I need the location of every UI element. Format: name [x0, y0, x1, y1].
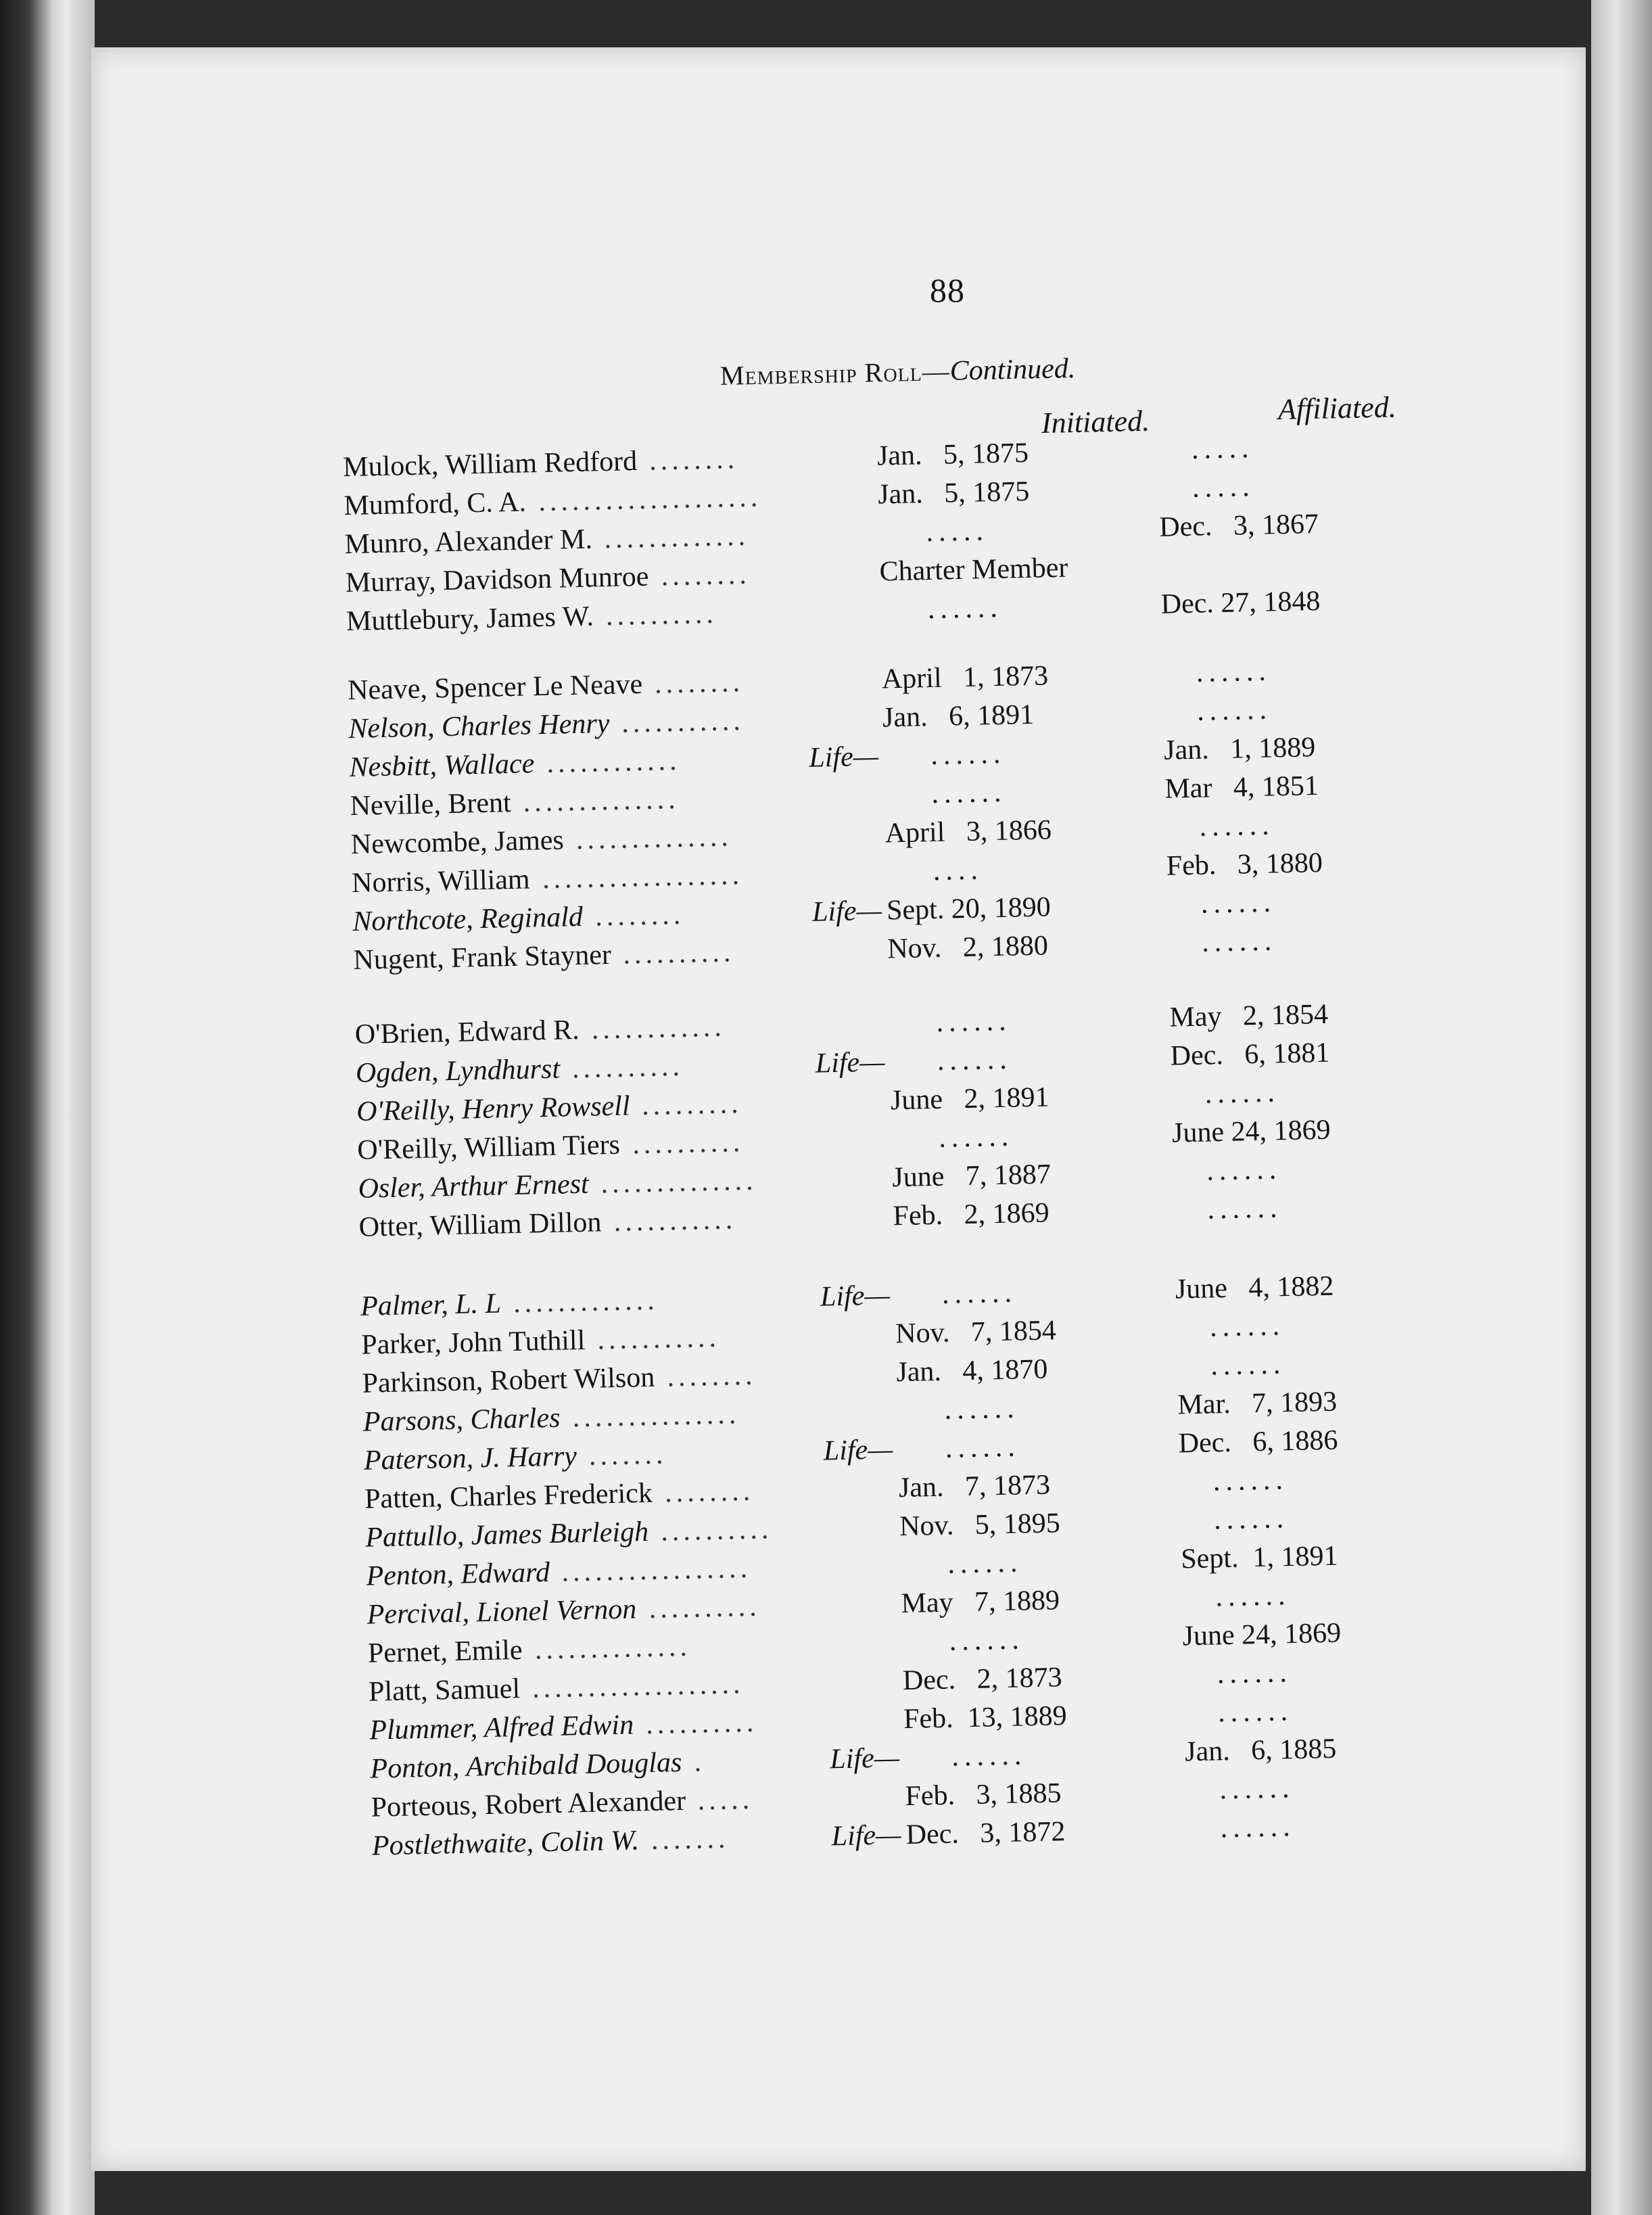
dot-leader: . — [693, 1746, 706, 1778]
member-name: Murray, Davidson Munroe — [345, 561, 649, 599]
affiliated-date: Dec. 27, 1848 — [1160, 585, 1321, 620]
affiliated-date: Dec. 6, 1886 — [1178, 1424, 1338, 1460]
affiliated-date: Jan. 1, 1889 — [1163, 732, 1316, 766]
initiated-date: ..... — [925, 515, 989, 549]
initiated-date: ...... — [951, 1740, 1027, 1773]
initiated-date: ...... — [947, 1547, 1023, 1580]
affiliated-date: June 4, 1882 — [1175, 1270, 1334, 1305]
dot-leader: ........... — [613, 1204, 737, 1238]
member-name: Parsons, Charles — [362, 1402, 561, 1438]
member-name: Paterson, J. Harry — [363, 1441, 577, 1476]
column-header-affiliated: Affiliated. — [1277, 390, 1397, 426]
dot-leader: .......... — [622, 937, 735, 971]
initiated-date: ...... — [949, 1624, 1025, 1657]
affiliated-date: ...... — [1213, 1503, 1290, 1536]
member-name: Nesbitt, Wallace — [349, 748, 535, 783]
affiliated-date: Feb. 3, 1880 — [1166, 847, 1323, 882]
affiliated-date: Sept. 1, 1891 — [1180, 1540, 1338, 1575]
life-member-mark: Life— — [815, 1046, 885, 1079]
initiated-date: Jan. 5, 1875 — [876, 437, 1029, 472]
affiliated-date: ...... — [1209, 1310, 1285, 1343]
affiliated-date: ...... — [1200, 887, 1277, 920]
affiliated-date: Jan. 6, 1885 — [1184, 1733, 1337, 1768]
initiated-date: ...... — [941, 1277, 1018, 1310]
page-edge — [1591, 0, 1652, 2215]
affiliated-date: ...... — [1206, 1154, 1282, 1187]
affiliated-date: ...... — [1207, 1192, 1283, 1226]
dot-leader: ........ — [654, 666, 745, 700]
initiated-date: Jan. 6, 1891 — [882, 699, 1035, 734]
affiliated-date: ...... — [1204, 1077, 1281, 1110]
dot-leader: ................. — [561, 1552, 752, 1588]
member-name: Pernet, Emile — [367, 1634, 523, 1669]
dot-leader: .......... — [571, 1050, 684, 1085]
affiliated-date: ...... — [1215, 1580, 1291, 1613]
life-member-mark: Life— — [808, 741, 879, 774]
initiated-date: Jan. 5, 1875 — [877, 475, 1030, 511]
initiated-date: Nov. 7, 1854 — [895, 1315, 1057, 1350]
initiated-date: ...... — [945, 1431, 1021, 1464]
affiliated-date: ...... — [1217, 1657, 1293, 1690]
dot-leader: .............. — [600, 1165, 757, 1200]
column-header-initiated: Initiated. — [1041, 404, 1150, 440]
member-name: Munro, Alexander M. — [344, 523, 593, 561]
member-name: Plummer, Alfred Edwin — [369, 1709, 634, 1746]
dot-leader: .............. — [575, 821, 733, 856]
dot-leader: ........... — [596, 1322, 721, 1356]
dot-leader: ............... — [572, 1399, 740, 1434]
affiliated-date: ...... — [1199, 810, 1275, 843]
affiliated-date: ...... — [1201, 925, 1277, 958]
initiated-date: ...... — [938, 1121, 1014, 1154]
life-member-mark: Life— — [820, 1280, 891, 1313]
initiated-date: ...... — [944, 1393, 1020, 1426]
initiated-date: Nov. 2, 1880 — [887, 930, 1049, 965]
dot-leader: ......... — [641, 1088, 743, 1122]
affiliated-date: ...... — [1212, 1464, 1289, 1497]
initiated-date: Feb. 2, 1869 — [893, 1197, 1050, 1232]
member-name: Mulock, William Redford — [342, 445, 638, 484]
affiliated-date: Mar 4, 1851 — [1164, 770, 1319, 805]
initiated-date: June 7, 1887 — [891, 1159, 1052, 1194]
affiliated-date: ...... — [1210, 1349, 1286, 1382]
member-name: Platt, Samuel — [368, 1673, 521, 1708]
initiated-date: .... — [933, 854, 984, 887]
initiated-date: Jan. 4, 1870 — [895, 1353, 1048, 1389]
member-name: Patten, Charles Frederick — [364, 1477, 653, 1515]
affiliated-date: June 24, 1869 — [1171, 1114, 1331, 1149]
dot-leader: .......... — [660, 1514, 773, 1547]
member-name: Muttlebury, James W. — [346, 601, 594, 638]
member-name: Pattullo, James Burleigh — [364, 1516, 649, 1554]
dot-leader: ............. — [513, 1284, 659, 1320]
member-name: Palmer, L. L — [360, 1288, 502, 1322]
member-name: Ponton, Archibald Douglas — [370, 1747, 682, 1785]
initiated-date: Sept. 20, 1890 — [886, 891, 1052, 927]
dot-leader: .......... — [632, 1126, 745, 1161]
member-name: Northcote, Reginald — [352, 901, 584, 937]
membership-roll — [68, 33, 1606, 2188]
dot-leader: ........ — [648, 443, 739, 477]
dot-leader: ........ — [661, 559, 751, 592]
affiliated-date: ...... — [1217, 1696, 1294, 1729]
dot-leader: ....... — [588, 1439, 667, 1472]
member-name: O'Reilly, Henry Rowsell — [356, 1090, 630, 1127]
affiliated-date: ..... — [1191, 432, 1254, 465]
affiliated-date: ...... — [1196, 655, 1272, 689]
member-name: Parker, John Tuthill — [360, 1324, 586, 1361]
initiated-date: ...... — [930, 738, 1006, 771]
affiliated-date: May 2, 1854 — [1169, 998, 1329, 1033]
member-name: O'Brien, Edward R. — [354, 1014, 580, 1050]
dot-leader: ..... — [697, 1783, 754, 1817]
initiated-date: April 3, 1866 — [884, 814, 1052, 849]
affiliated-date: ...... — [1219, 1773, 1295, 1806]
life-member-mark: Life— — [831, 1819, 901, 1852]
initiated-date: ...... — [931, 776, 1007, 810]
member-name: Osler, Arthur Ernest — [358, 1168, 590, 1205]
dot-leader: .................. — [542, 859, 744, 895]
member-name: Penton, Edward — [366, 1557, 550, 1592]
dot-leader: .................... — [538, 482, 762, 518]
dot-leader: ........ — [664, 1475, 755, 1509]
dot-leader: .......... — [645, 1706, 758, 1741]
initiated-date: ...... — [936, 1005, 1012, 1038]
life-member-mark: Life— — [823, 1434, 893, 1467]
initiated-date: Dec. 3, 1872 — [905, 1816, 1066, 1851]
affiliated-date: Mar. 7, 1893 — [1177, 1386, 1338, 1421]
dot-leader: ............ — [591, 1011, 726, 1046]
document-page — [91, 47, 1586, 2171]
member-name: Porteous, Robert Alexander — [371, 1785, 686, 1823]
dot-leader: ............. — [604, 520, 750, 555]
life-member-mark: Life— — [811, 895, 882, 928]
initiated-date: May 7, 1889 — [901, 1585, 1060, 1620]
dot-leader: ........... — [621, 705, 745, 739]
dot-leader: .......... — [605, 598, 718, 632]
member-name: Norris, William — [351, 864, 531, 899]
dot-leader: ................... — [532, 1669, 745, 1704]
member-name: Nelson, Charles Henry — [348, 707, 610, 745]
member-name: Parkinson, Robert Wilson — [362, 1361, 655, 1399]
initiated-date: June 2, 1891 — [890, 1081, 1049, 1117]
dot-leader: ........ — [594, 899, 685, 933]
initiated-date: Dec. 2, 1873 — [902, 1662, 1063, 1697]
initiated-date: Jan. 7, 1873 — [898, 1469, 1051, 1504]
affiliated-date: ...... — [1220, 1811, 1296, 1844]
member-name: Neave, Spencer Le Neave — [347, 668, 643, 707]
initiated-date: April 1, 1873 — [881, 660, 1049, 695]
affiliated-date: ...... — [1196, 694, 1273, 727]
dot-leader: ....... — [651, 1823, 730, 1856]
affiliated-date: Dec. 3, 1867 — [1158, 508, 1319, 543]
member-name: Newcombe, James — [350, 824, 565, 860]
affiliated-date: Dec. 6, 1881 — [1170, 1037, 1330, 1072]
life-member-mark: Life— — [829, 1742, 900, 1775]
dot-leader: ............ — [546, 745, 681, 779]
dot-leader: ........ — [667, 1359, 757, 1393]
initiated-date: Charter Member — [879, 552, 1068, 588]
member-name: Ogden, Lyndhurst — [355, 1053, 561, 1089]
dot-leader: .......... — [648, 1591, 761, 1625]
member-name: Mumford, C. A. — [343, 486, 527, 522]
member-name: Neville, Brent — [350, 787, 512, 822]
heading-continued: Continued. — [949, 353, 1076, 387]
page-number: 88 — [930, 271, 965, 309]
initiated-date: ...... — [937, 1044, 1013, 1077]
member-name: Otter, William Dillon — [358, 1207, 602, 1243]
affiliated-date: ..... — [1191, 471, 1256, 504]
member-name: Postlethwaite, Colin W. — [371, 1825, 640, 1862]
initiated-date: Feb. 3, 1885 — [905, 1777, 1062, 1813]
affiliated-date: June 24, 1869 — [1182, 1617, 1342, 1652]
member-name: Percival, Lionel Vernon — [367, 1593, 637, 1631]
dot-leader: .............. — [523, 783, 680, 818]
member-name: Nugent, Frank Stayner — [353, 939, 612, 976]
initiated-date: Nov. 5, 1895 — [899, 1508, 1061, 1543]
initiated-date: Feb. 13, 1889 — [903, 1700, 1068, 1735]
initiated-date: ...... — [927, 592, 1004, 626]
dot-leader: .............. — [534, 1631, 692, 1666]
member-name: O'Reilly, William Tiers — [356, 1129, 621, 1166]
heading-title: Membership Roll— — [719, 355, 951, 391]
